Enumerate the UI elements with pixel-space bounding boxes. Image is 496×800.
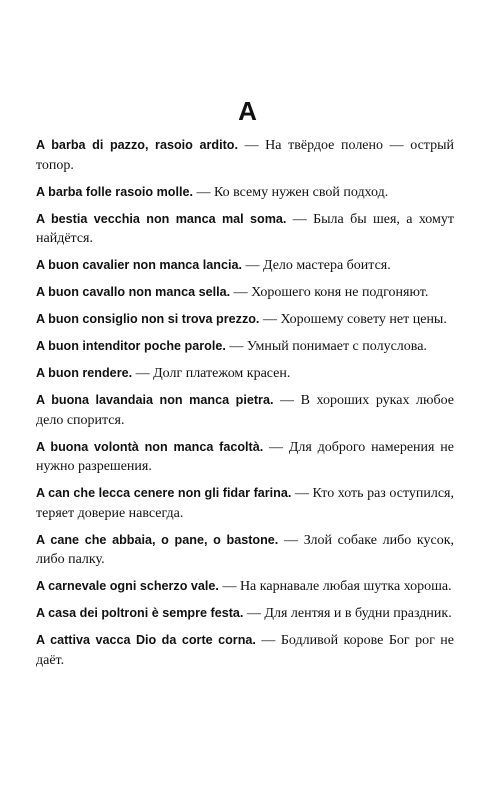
proverb-entry: [36, 283, 454, 303]
section-letter-heading: A: [238, 96, 258, 126]
italian-proverb: A buon cavalier non manca lancia.: [36, 258, 242, 272]
russian-equivalent: — В хороших руках любое дело спорится.: [36, 393, 455, 428]
italian-proverb: A buon rendere.: [36, 366, 133, 380]
russian-equivalent: — Для доброго намерения не нужно разрешения.: [36, 439, 454, 474]
russian-equivalent: — Умный понимает с полуслова.: [225, 339, 427, 354]
proverb-entry: [36, 256, 454, 276]
proverb-entry: [36, 337, 454, 357]
proverb-entry: [36, 391, 454, 430]
italian-proverb: A buona lavandaia non manca pietra.: [36, 393, 274, 407]
russian-equivalent: — Хорошему совету нет цены.: [259, 312, 447, 327]
italian-proverb: A barba di pazzo, rasoio ardito.: [36, 138, 238, 152]
italian-proverb: A casa dei poltroni è sempre festa.: [36, 606, 244, 620]
russian-equivalent: — Бодливой корове Бог рог не даёт.: [36, 633, 454, 668]
proverb-entry: [36, 484, 454, 523]
proverb-entry: [36, 577, 454, 597]
russian-equivalent: — Злой собаке либо кусок, либо палку.: [36, 532, 455, 567]
russian-equivalent: — Долг платежом красен.: [132, 366, 291, 381]
italian-proverb: A cattiva vacca Dio da corte corna.: [36, 633, 256, 647]
italian-proverb: A bestia vecchia non manca mal soma.: [36, 211, 287, 226]
italian-proverb: A cane che abbaia, o pane, o bastone.: [36, 532, 279, 547]
russian-equivalent: — Ко всему нужен свой подход.: [193, 184, 389, 200]
italian-proverb: A can che lecca cenere non gli fidar farina.: [36, 486, 292, 500]
proverb-entry: [36, 531, 454, 570]
proverb-entry: [36, 364, 454, 384]
proverb-entry: [36, 604, 454, 624]
proverb-entry: [36, 631, 454, 670]
russian-equivalent: — Кто хоть раз оступился, теряет доверие навсегда.: [36, 486, 454, 521]
russian-equivalent: — На карнавале любая шутка хороша.: [218, 579, 452, 594]
russian-equivalent: — Для лентяя и в будни праздник.: [243, 606, 452, 621]
russian-equivalent: — Хорошего коня не подгоняют.: [230, 285, 429, 300]
russian-equivalent: — На твёрдое полено — острый топор.: [36, 138, 454, 173]
proverb-entry: [36, 136, 454, 175]
italian-proverb: A buona volontà non manca facoltà.: [36, 439, 264, 454]
proverb-list: [36, 136, 454, 678]
italian-proverb: A buon cavallo non manca sella.: [36, 285, 231, 299]
russian-equivalent: — Была бы шея, а хомут найдётся.: [36, 211, 455, 246]
italian-proverb: A buon intenditor poche parole.: [36, 339, 226, 353]
italian-proverb: A carnevale ogni scherzo vale.: [36, 579, 219, 593]
proverb-entry: [36, 183, 454, 203]
italian-proverb: A barba folle rasoio molle.: [36, 184, 193, 199]
italian-proverb: A buon consiglio non si trova prezzo.: [36, 312, 260, 326]
proverb-entry: [36, 438, 454, 477]
russian-equivalent: — Дело мастера боится.: [242, 258, 391, 273]
proverb-entry: [36, 210, 454, 249]
proverb-entry: [36, 310, 454, 330]
